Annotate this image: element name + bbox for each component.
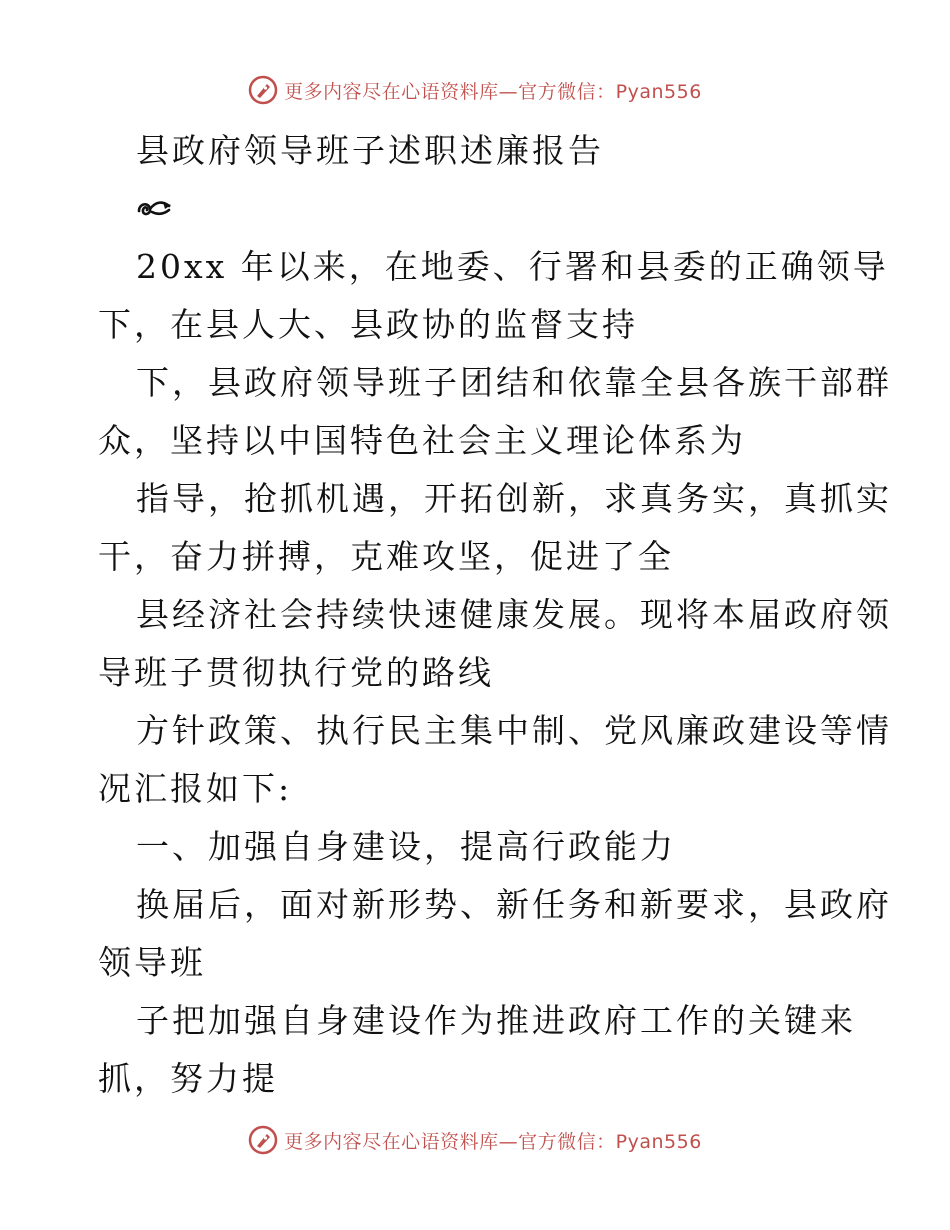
paragraph-line: 导班子贯彻执行党的路线: [98, 653, 494, 692]
pen-nib-logo-icon: [248, 75, 278, 105]
paragraph-line: 下，在县人大、县政协的监督支持: [98, 305, 638, 344]
watermark-text: 更多内容尽在心语资料库—官方微信：Pyan556: [284, 1130, 702, 1153]
paragraph-line: 子把加强自身建设作为推进政府工作的关键来: [136, 1001, 856, 1040]
footer-watermark: [0, 1122, 950, 1158]
pen-nib-logo-icon: [248, 1125, 278, 1155]
document-title: 县政府领导班子述职述廉报告: [136, 131, 604, 170]
paragraph-line: 领导班: [98, 943, 206, 982]
paragraph-line: 县经济社会持续快速健康发展。现将本届政府领: [136, 595, 892, 634]
paragraph-line: 抓，努力提: [98, 1059, 278, 1098]
paragraph-line: 干，奋力拼搏，克难攻坚，促进了全: [98, 537, 674, 576]
flourish-ornament-icon: [136, 197, 174, 221]
ornament: [98, 180, 858, 238]
section-heading: 一、加强自身建设，提高行政能力: [136, 827, 676, 866]
watermark-text: 更多内容尽在心语资料库—官方微信：Pyan556: [284, 80, 702, 103]
paragraph-line: 换届后，面对新形势、新任务和新要求，县政府: [136, 885, 892, 924]
document-body: [98, 122, 892, 1108]
header-watermark: [0, 72, 950, 108]
paragraph-line: 况汇报如下:: [98, 769, 293, 808]
paragraph-line: 众，坚持以中国特色社会主义理论体系为: [98, 421, 746, 460]
paragraph-line: 下，县政府领导班子团结和依靠全县各族干部群: [136, 363, 892, 402]
paragraph-line: 20xx 年以来，在地委、行署和县委的正确领导: [136, 247, 889, 286]
paragraph-line: 指导，抢抓机遇，开拓创新，求真务实，真抓实: [136, 479, 892, 518]
paragraph-line: 方针政策、执行民主集中制、党风廉政建设等情: [136, 711, 892, 750]
